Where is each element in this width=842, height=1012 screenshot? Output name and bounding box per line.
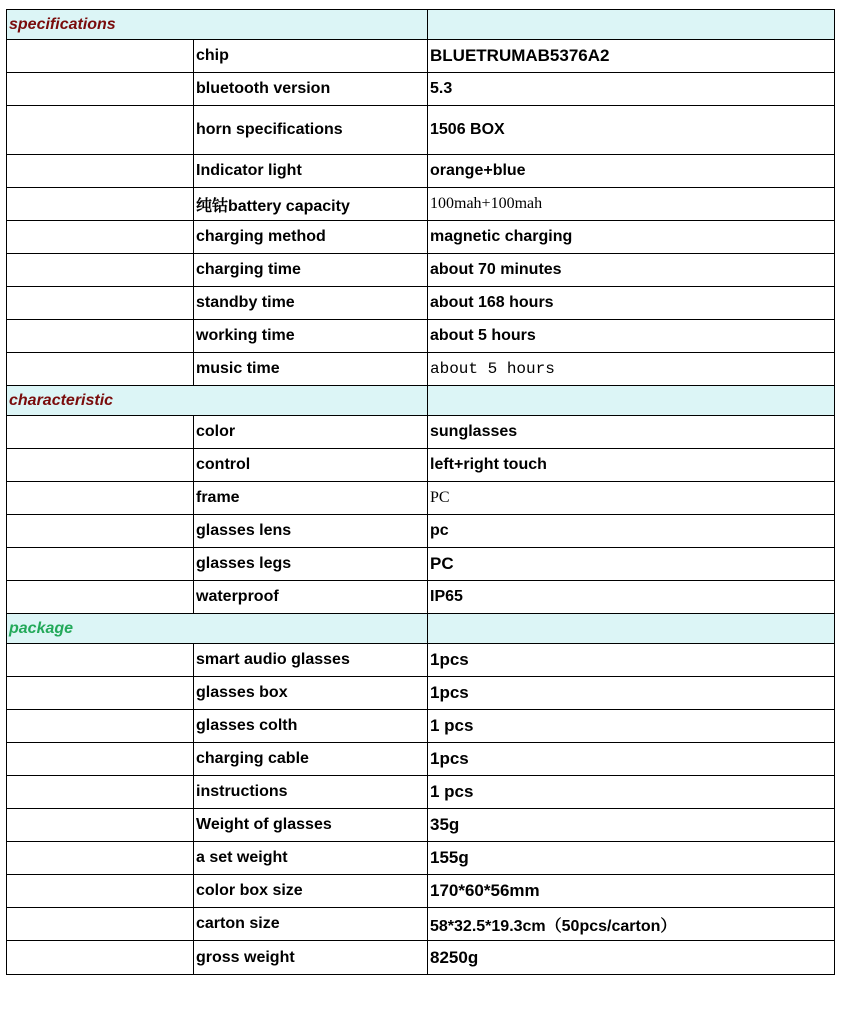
row-label: Weight of glasses: [194, 809, 428, 842]
section-title: package: [7, 614, 428, 644]
table-row: [7, 73, 835, 106]
row-value: PC: [428, 482, 835, 515]
section-title: characteristic: [7, 386, 428, 416]
row-label: frame: [194, 482, 428, 515]
row-value: 58*32.5*19.3cm（50pcs/carton）: [428, 908, 835, 941]
row-label: chip: [194, 40, 428, 73]
row-value: PC: [428, 548, 835, 581]
row-label: smart audio glasses: [194, 644, 428, 677]
row-label: color box size: [194, 875, 428, 908]
table-row: [7, 515, 835, 548]
table-row: [7, 155, 835, 188]
row-value: about 5 hours: [428, 320, 835, 353]
row-label: glasses legs: [194, 548, 428, 581]
row-label: horn specifications: [194, 106, 428, 155]
table-row: [7, 776, 835, 809]
row-value: 1506 BOX: [428, 106, 835, 155]
table-row: [7, 40, 835, 73]
row-value: 170*60*56mm: [428, 875, 835, 908]
row-value: orange+blue: [428, 155, 835, 188]
row-value: 1pcs: [428, 677, 835, 710]
row-value: 1 pcs: [428, 776, 835, 809]
row-label: charging time: [194, 254, 428, 287]
row-label: charging method: [194, 221, 428, 254]
row-value: about 70 minutes: [428, 254, 835, 287]
row-value: 1pcs: [428, 743, 835, 776]
table-row: [7, 449, 835, 482]
row-value: pc: [428, 515, 835, 548]
table-row: [7, 353, 835, 386]
table-row: [7, 221, 835, 254]
section-header-characteristic: [7, 386, 835, 416]
table-row: [7, 188, 835, 221]
row-label: standby time: [194, 287, 428, 320]
table-row: [7, 416, 835, 449]
row-label: color: [194, 416, 428, 449]
row-label: working time: [194, 320, 428, 353]
section-header-empty: [428, 386, 835, 416]
row-value: 35g: [428, 809, 835, 842]
row-label: 纯钴battery capacity: [194, 188, 428, 221]
table-row: [7, 743, 835, 776]
row-value: about 5 hours: [428, 353, 835, 386]
row-value: 100mah+100mah: [428, 188, 835, 221]
row-label: instructions: [194, 776, 428, 809]
table-row: [7, 254, 835, 287]
row-value: 1pcs: [428, 644, 835, 677]
table-row: [7, 710, 835, 743]
row-label: waterproof: [194, 581, 428, 614]
table-row: [7, 809, 835, 842]
row-value: left+right touch: [428, 449, 835, 482]
table-row: [7, 842, 835, 875]
section-header-empty: [428, 10, 835, 40]
row-value: 5.3: [428, 73, 835, 106]
section-header-package: [7, 614, 835, 644]
row-label: carton size: [194, 908, 428, 941]
row-value: magnetic charging: [428, 221, 835, 254]
table-row: [7, 320, 835, 353]
table-row: [7, 677, 835, 710]
row-label: glasses box: [194, 677, 428, 710]
row-label: glasses colth: [194, 710, 428, 743]
table-row: [7, 644, 835, 677]
table-row: [7, 106, 835, 155]
row-value: 8250g: [428, 941, 835, 975]
row-value: 155g: [428, 842, 835, 875]
row-value: IP65: [428, 581, 835, 614]
section-header-empty: [428, 614, 835, 644]
section-title: specifications: [7, 10, 428, 40]
spec-table: [6, 9, 835, 975]
row-label: a set weight: [194, 842, 428, 875]
row-value: BLUETRUMAB5376A2: [428, 40, 835, 73]
row-value: sunglasses: [428, 416, 835, 449]
row-label: Indicator light: [194, 155, 428, 188]
row-label: gross weight: [194, 941, 428, 975]
table-row: [7, 941, 835, 975]
row-label: charging cable: [194, 743, 428, 776]
table-row: [7, 548, 835, 581]
row-label: glasses lens: [194, 515, 428, 548]
row-label: music time: [194, 353, 428, 386]
section-header-specifications: [7, 10, 835, 40]
row-label: control: [194, 449, 428, 482]
table-row: [7, 908, 835, 941]
row-value: 1 pcs: [428, 710, 835, 743]
table-row: [7, 875, 835, 908]
row-label: bluetooth version: [194, 73, 428, 106]
table-row: [7, 482, 835, 515]
row-value: about 168 hours: [428, 287, 835, 320]
table-row: [7, 287, 835, 320]
table-row: [7, 581, 835, 614]
